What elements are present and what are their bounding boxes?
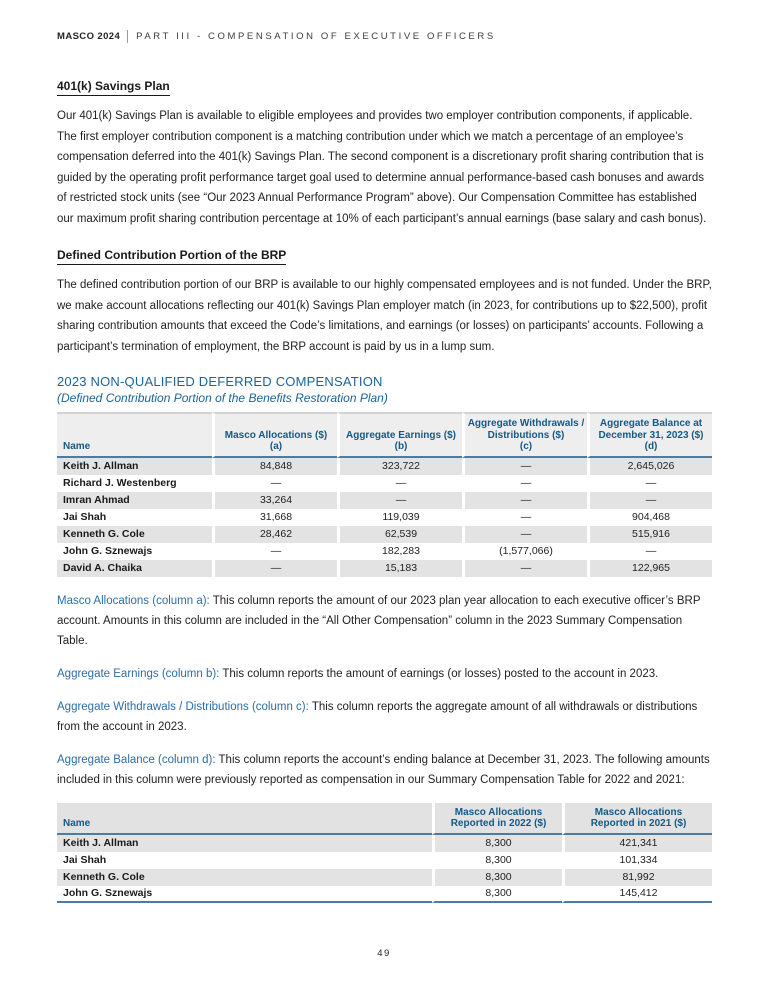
table-row: Kenneth G. Cole 8,300 81,992 (57, 869, 712, 886)
note-text-column-b: This column reports the amount of earnings (or losses) posted to the account in 2023. (219, 667, 659, 680)
table-row: Keith J. Allman 84,848 323,722 — 2,645,026 (57, 458, 712, 475)
note-lead-column-d: Aggregate Balance (column d): (57, 753, 216, 766)
heading-401k-savings-plan: 401(k) Savings Plan (57, 79, 170, 96)
heading-brp: Defined Contribution Portion of the BRP (57, 248, 286, 265)
paragraph-401k-savings-plan: Our 401(k) Savings Plan is available to eligible employees and provides two employer contribution components, if applicable. The first employer contribution component is a matching contribution under which we match a percentage of an employee’s compensation deferred into the 401(k) Savings Plan. The second component is a discretionary profit sharing contribution that is guided by the operating profit performance target goal used to determine annual performance-based cash bonuses and awards of restricted stock units (see “Our 2023 Annual Performance Program” above). Our Compensation Committee has established our maximum profit sharing contribution percentage at 10% of each participant’s annual earnings (base salary and cash bonus). (57, 110, 707, 225)
header-divider (127, 30, 128, 43)
note-text-column-d: This column reports the account’s ending balance at December 31, 2023. The following amounts included in this column were previously reported as compensation in our Summary Compensation Table for 2022 and 2021: (57, 753, 710, 786)
nqdc-table-subtitle: (Defined Contribution Portion of the Benefits Restoration Plan) (57, 391, 388, 405)
note-lead-column-b: Aggregate Earnings (column b): (57, 667, 220, 680)
table-row: Jai Shah 31,668 119,039 — 904,468 (57, 509, 712, 526)
page-number: 49 (377, 948, 391, 959)
table-row: John G. Sznewajs — 182,283 (1,577,066) — (57, 543, 712, 560)
col-header-aggregate-earnings: Aggregate Earnings ($) (b) (337, 412, 462, 458)
nqdc-table (57, 412, 712, 577)
col-header-aggregate-balance: Aggregate Balance at December 31, 2023 ($) (d) (587, 412, 712, 458)
paragraph-brp: The defined contribution portion of our BRP is available to our highly compensated employees and is not funded. Under the BRP, we make account allocations reflecting our 401(k) Savings Plan employer match (in 2023, for contributions up to $22,500), profit sharing contribution amounts that exceed the Code’s limitations, and earnings (or losses) on participants’ accounts. Following a participant’s termination of employment, the BRP account is paid by us in a lump sum. (57, 279, 712, 353)
note-column-c (57, 697, 712, 737)
note-column-d (57, 750, 712, 790)
note-column-a (57, 591, 712, 651)
prior-allocations-table (57, 803, 712, 903)
table-row: Jai Shah 8,300 101,334 (57, 852, 712, 869)
note-text-column-c: This column reports the aggregate amount of all withdrawals or distributions from the account in 2023. (57, 700, 698, 733)
part-label: PART III - COMPENSATION OF EXECUTIVE OFFICERS (136, 31, 496, 42)
table-row: David A. Chaika — 15,183 — 122,965 (57, 560, 712, 577)
note-lead-column-a: Masco Allocations (column a): (57, 594, 210, 607)
prior-allocations-table-container (57, 803, 712, 903)
col-header-allocations-2021: Masco Allocations Reported in 2021 ($) (562, 803, 712, 835)
prior-allocations-header-row (57, 803, 712, 835)
col-header-allocations-2022: Masco Allocations Reported in 2022 ($) (432, 803, 562, 835)
brand-label: MASCO 2024 (57, 31, 121, 42)
nqdc-table-title: 2023 NON-QUALIFIED DEFERRED COMPENSATION (57, 374, 383, 389)
table-row: Keith J. Allman 8,300 421,341 (57, 835, 712, 852)
running-header (57, 30, 712, 43)
col-header-name: Name (57, 803, 432, 835)
nqdc-table-container (57, 412, 712, 577)
col-header-name: Name (57, 412, 212, 458)
table-row: John G. Sznewajs 8,300 145,412 (57, 886, 712, 903)
table-row: Imran Ahmad 33,264 — — — (57, 492, 712, 509)
note-column-b (57, 664, 712, 684)
table-row: Kenneth G. Cole 28,462 62,539 — 515,916 (57, 526, 712, 543)
nqdc-header-row (57, 412, 712, 458)
table-row: Richard J. Westenberg — — — — (57, 475, 712, 492)
col-header-aggregate-withdrawals: Aggregate Withdrawals / Distributions ($) (c) (462, 412, 587, 458)
note-text-column-a: This column reports the amount of our 2023 plan year allocation to each executive officer’s BRP account. Amounts in this column are included in the “All Other Compensation” column in the 2023 Summary Compensation Table. (57, 594, 701, 647)
col-header-masco-allocations: Masco Allocations ($) (a) (212, 412, 337, 458)
note-lead-column-c: Aggregate Withdrawals / Distributions (column c): (57, 700, 309, 713)
